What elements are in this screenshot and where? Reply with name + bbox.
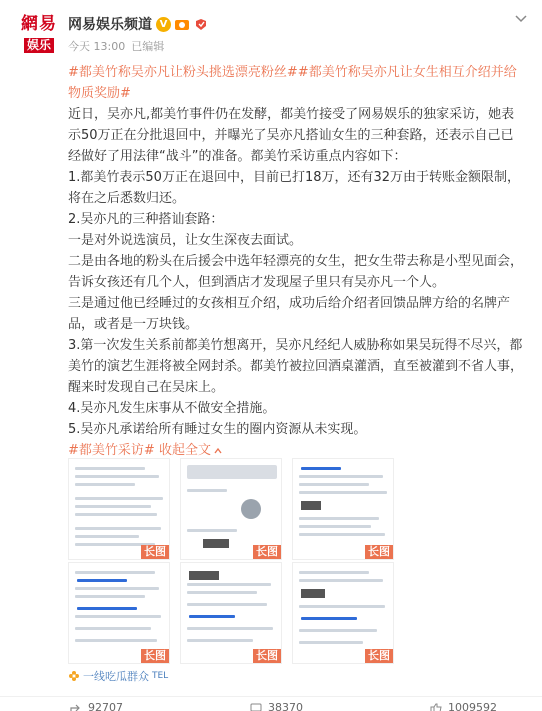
long-image-tag: 长图: [253, 649, 281, 663]
comment-icon: [250, 703, 262, 711]
post-paragraph: 三是通过他已经睡过的女孩相互介绍，成功后给介绍者回馈品牌方给的名牌产品，或者是一万块钱。: [68, 296, 511, 332]
end-topic-link[interactable]: #都美竹采访#: [68, 443, 155, 458]
account-name[interactable]: 网易娱乐频道: [68, 17, 152, 33]
long-image-tag: 长图: [365, 545, 393, 559]
long-image-tag: 长图: [365, 649, 393, 663]
post-header: [0, 0, 542, 60]
source-suffix: TEL: [152, 671, 169, 681]
action-bar: [0, 696, 542, 711]
long-image-tag: 长图: [141, 545, 169, 559]
collapse-label: 收起全文: [158, 443, 211, 458]
comment-count: 38370: [268, 701, 303, 711]
post-meta: [68, 38, 164, 54]
image-grid: [68, 458, 398, 664]
post-time[interactable]: 今天 13:00: [68, 40, 126, 53]
verified-icon: V: [156, 17, 171, 32]
image-thumbnail[interactable]: [180, 458, 282, 560]
post-paragraph: 5.吴亦凡承诺给所有睡过女生的圈内资源从未实现。: [68, 422, 367, 437]
long-image-tag: 长图: [253, 545, 281, 559]
post-paragraph: 二是由各地的粉头在后援会中选年轻漂亮的女生，把女生带去称是小型见面会，告诉女孩还有几个人，但到酒店才发现屋子里只有吴亦凡一个人。: [68, 254, 524, 290]
like-count: 1009592: [448, 701, 497, 711]
account-name-row: [68, 14, 209, 34]
post-paragraph: 近日，吴亦凡,都美竹事件仍在发酵，都美竹接受了网易娱乐的独家采访，她表示50万正在分批退回中，并曝光了吴亦凡搭讪女生的三种套路，还表示自己已经做好了用法律“战斗”的准备。都美竹采访重点内容如下：: [68, 107, 515, 164]
topic-link[interactable]: #都美竹称吴亦凡让女生相互介绍并给物质奖励#: [68, 65, 517, 101]
post-source[interactable]: [68, 668, 168, 684]
fan-badge-icon: [174, 17, 190, 32]
source-text: 一线吃瓜群众: [83, 670, 149, 683]
account-avatar[interactable]: [18, 14, 60, 54]
topic-link[interactable]: #都美竹称吴亦凡让粉头挑选漂亮粉丝#: [68, 65, 298, 80]
post-paragraph: 1.都美竹表示50万正在退回中，目前已打18万，还有32万由于转账金额限制，将在之后悉数归还。: [68, 170, 521, 206]
forward-count: 92707: [88, 701, 123, 711]
like-button[interactable]: [430, 701, 497, 711]
post-paragraph: 4.吴亦凡发生床事从不做安全措施。: [68, 401, 276, 416]
edited-label[interactable]: 已编辑: [131, 40, 165, 53]
logo-top-text: 網易: [21, 14, 57, 34]
collapse-link[interactable]: [159, 443, 223, 458]
flower-icon: [68, 670, 80, 682]
post-title-topics: [68, 62, 526, 104]
post-paragraph: 一是对外说选演员，让女生深夜去面试。: [68, 233, 303, 248]
forward-icon: [70, 703, 82, 711]
thumbs-up-icon: [430, 703, 442, 711]
image-thumbnail[interactable]: [68, 562, 170, 664]
image-thumbnail[interactable]: [292, 562, 394, 664]
image-thumbnail[interactable]: [68, 458, 170, 560]
post-paragraph: 3.第一次发生关系前都美竹想离开，吴亦凡经纪人威胁称如果吴玩得不尽兴，都美竹的演艺生涯将被全网封杀。都美竹被拉回酒桌灌酒，直至被灌到不省人事，醒来时发现自己在吴床上。: [68, 338, 524, 395]
image-thumbnail[interactable]: [292, 458, 394, 560]
post-body: [68, 62, 526, 461]
chevron-up-icon: [213, 446, 223, 456]
logo-bottom-text: 娱乐: [24, 38, 54, 53]
long-image-tag: 长图: [141, 649, 169, 663]
comment-button[interactable]: [250, 701, 303, 711]
forward-button[interactable]: [70, 701, 123, 711]
member-badge-icon: [193, 17, 209, 32]
post-paragraph: 2.吴亦凡的三种搭讪套路：: [68, 212, 224, 227]
image-thumbnail[interactable]: [180, 562, 282, 664]
chevron-down-icon[interactable]: [514, 12, 528, 26]
